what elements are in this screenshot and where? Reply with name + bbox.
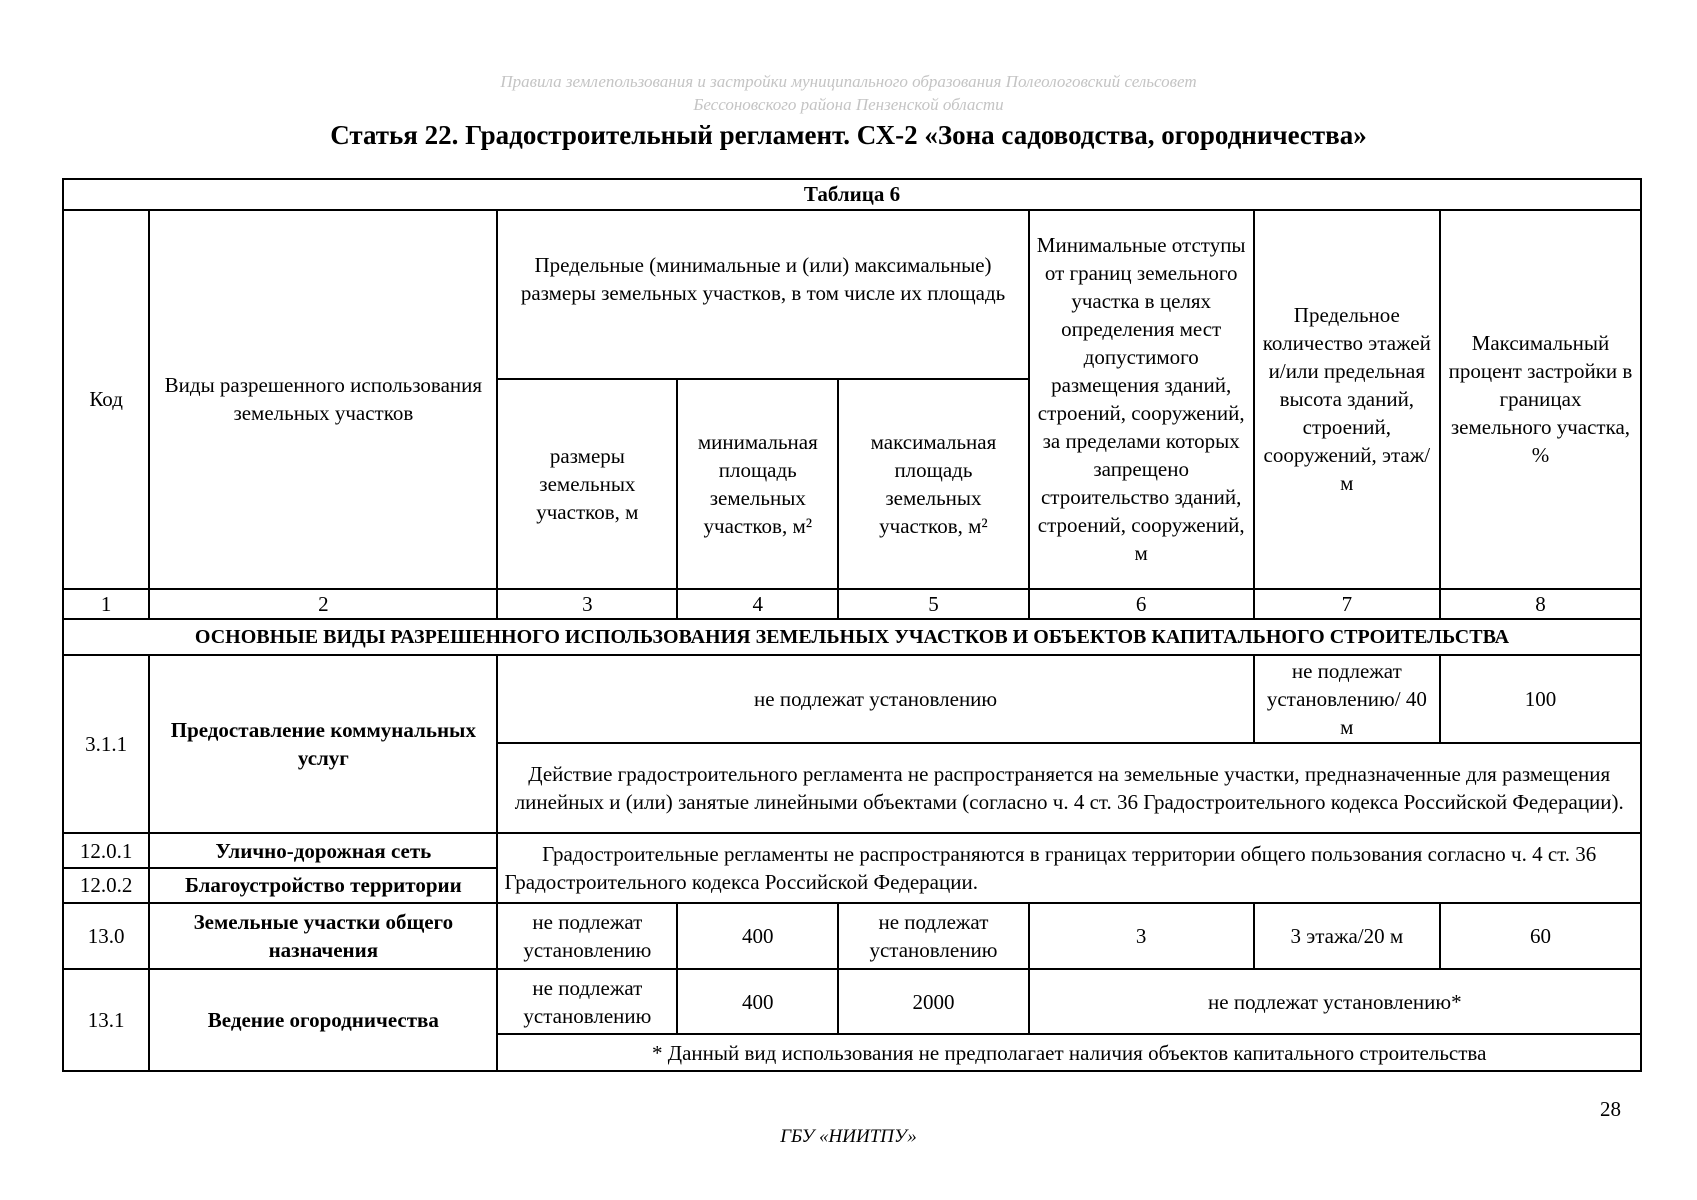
column-numbers-row — [63, 589, 1641, 620]
row-min-area: 400 — [677, 903, 838, 969]
row-setbacks: 3 — [1029, 903, 1254, 969]
header-row-1 — [63, 210, 1641, 379]
row-rest: не подлежат установлению* — [1029, 969, 1641, 1034]
column-number: 6 — [1029, 589, 1254, 620]
row-floors: 3 этажа/20 м — [1254, 903, 1440, 969]
table-caption: Таблица 6 — [63, 179, 1641, 210]
column-number: 8 — [1440, 589, 1641, 620]
column-number: 4 — [677, 589, 838, 620]
header-dimensions: размеры земельных участков, м — [497, 379, 677, 589]
row-use-name: Благоустройство территории — [149, 868, 497, 903]
column-number: 1 — [63, 589, 149, 620]
running-header-line-2: Бессоновского района Пензенской области — [693, 95, 1004, 114]
header-floors: Предельное количество этажей и/или предельная высота зданий, строений, сооружений, этаж/м — [1254, 210, 1440, 589]
row-note: Градостроительные регламенты не распространяются в границах территории общего пользования согласно ч. 4 ст. 36 Градостроительного кодекса Российской Федерации. — [497, 833, 1641, 902]
row-max-area: не подлежат установлению — [838, 903, 1028, 969]
column-number: 2 — [149, 589, 497, 620]
row-coverage: 60 — [1440, 903, 1641, 969]
header-min-area: минимальная площадь земельных участков, м² — [677, 379, 838, 589]
page-number: 28 — [1600, 1097, 1621, 1121]
row-limits: не подлежат установлению — [497, 655, 1253, 743]
row-use-name: Предоставление коммунальных услуг — [149, 655, 497, 833]
header-use-types: Виды разрешенного использования земельных участков — [149, 210, 497, 589]
row-floors: не подлежат установлению/ 40 м — [1254, 655, 1440, 743]
regulation-table — [62, 178, 1642, 1072]
row-note: Действие градостроительного регламента не распространяется на земельные участки, предназначенные для размещения линейных и (или) занятые линейными объектами (согласно ч. 4 ст. 36 Градостроительного кодекса Российской Федерации). — [497, 743, 1641, 834]
header-setbacks: Минимальные отступы от границ земельного участка в целях определения мест допустимого размещения зданий, строений, сооружений, за пределами которых запрещено строительство зданий, строений, сооружений, м — [1029, 210, 1254, 589]
table-row — [63, 833, 1641, 868]
header-max-area: максимальная площадь земельных участков, м² — [838, 379, 1028, 589]
row-code: 3.1.1 — [63, 655, 149, 833]
row-use-name: Земельные участки общего назначения — [149, 903, 497, 969]
row-code: 13.1 — [63, 969, 149, 1071]
table-row — [63, 969, 1641, 1034]
row-dimensions: не подлежат установлению — [497, 903, 677, 969]
row-code: 12.0.1 — [63, 833, 149, 868]
column-number: 3 — [497, 589, 677, 620]
row-dimensions: не подлежат установлению — [497, 969, 677, 1034]
column-number: 7 — [1254, 589, 1440, 620]
row-min-area: 400 — [677, 969, 838, 1034]
row-coverage: 100 — [1440, 655, 1641, 743]
section-row — [63, 619, 1641, 655]
row-note: * Данный вид использования не предполагает наличия объектов капитального строительства — [497, 1034, 1641, 1071]
running-header-line-1: Правила землепользования и застройки муниципального образования Полеологовский сельсовет — [500, 72, 1197, 91]
table-row — [63, 655, 1641, 743]
article-title: Статья 22. Градостроительный регламент. СХ-2 «Зона садоводства, огородничества» — [330, 120, 1367, 150]
page-footer: ГБУ «НИИТПУ» — [780, 1126, 917, 1147]
header-coverage: Максимальный процент застройки в границах земельного участка, % — [1440, 210, 1641, 589]
row-code: 13.0 — [63, 903, 149, 969]
column-number: 5 — [838, 589, 1028, 620]
row-max-area: 2000 — [838, 969, 1028, 1034]
table-row — [63, 903, 1641, 969]
row-use-name: Улично-дорожная сеть — [149, 833, 497, 868]
caption-row — [63, 179, 1641, 210]
row-use-name: Ведение огородничества — [149, 969, 497, 1071]
section-title: ОСНОВНЫЕ ВИДЫ РАЗРЕШЕННОГО ИСПОЛЬЗОВАНИЯ ЗЕМЕЛЬНЫХ УЧАСТКОВ И ОБЪЕКТОВ КАПИТАЛЬНОГО СТРОИТЕЛЬСТВА — [63, 619, 1641, 655]
row-code: 12.0.2 — [63, 868, 149, 903]
header-code: Код — [63, 210, 149, 589]
header-limits-group: Предельные (минимальные и (или) максимальные) размеры земельных участков, в том числе их площадь — [497, 210, 1028, 379]
